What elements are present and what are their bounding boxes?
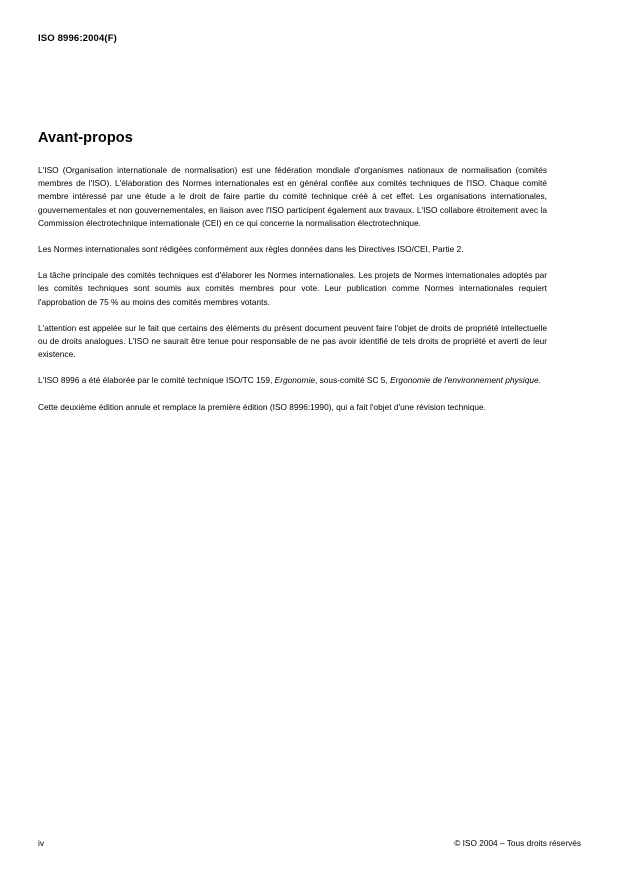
committee-text-part1: L'ISO 8996 a été élaborée par le comité technique ISO/TC 159, xyxy=(38,375,275,386)
committee-text-part3: . xyxy=(538,375,541,386)
document-header: ISO 8996:2004(F) xyxy=(38,33,117,44)
committee-italic-ergonomie: Ergonomie xyxy=(274,375,315,386)
committee-text-part2: , sous-comité SC 5, xyxy=(314,375,391,386)
paragraph-directives: Les Normes internationales sont rédigées conformément aux règles données dans les Directives ISO/CEI, Partie 2. xyxy=(38,244,464,255)
paragraph-edition: Cette deuxième édition annule et remplace la première édition (ISO 8996:1990), qui a fait l'objet d'une révision technique. xyxy=(38,401,486,412)
page-title: Avant-propos xyxy=(38,130,133,146)
page-number: iv xyxy=(38,838,44,848)
paragraph-voting: La tâche principale des comités techniques est d'élaborer les Normes internationales. Les projets de Normes internationales adoptés par les comités techniques sont soumis aux comités membres pour vote. Leur publication comme Normes internationales requiert l'approbation de 75 % au moins des comités membres votants. xyxy=(38,270,547,307)
copyright-notice: © ISO 2004 – Tous droits réservés xyxy=(454,838,581,848)
paragraph-scope: L'ISO (Organisation internationale de normalisation) est une fédération mondiale d'organismes nationaux de normalisation (comités membres de l'ISO). L'élaboration des Normes internationales est en général confiée aux comités techniques de l'ISO. Chaque comité membre intéressé par une étude a le droit de faire partie du comité technique créé à cet effet. Les organisations internationales, gouvernementales et non gouvernementales, en liaison avec l'ISO participent également aux travaux. L'ISO collabore étroitement avec la Commission électrotechnique internationale (CEI) en ce qui concerne la normalisation électrotechnique. xyxy=(38,165,547,228)
paragraph-committee xyxy=(38,374,547,387)
paragraph-patent-rights: L'attention est appelée sur le fait que certains des éléments du présent document peuvent faire l'objet de droits de propriété intellectuelle ou de droits analogues. L'ISO ne saurait être tenue pour responsable de ne pas avoir identifié de tels droits de propriété et averti de leur existence. xyxy=(38,322,547,360)
document-content xyxy=(38,130,547,414)
committee-italic-subcommittee: Ergonomie de l'environnement physique xyxy=(390,375,539,386)
